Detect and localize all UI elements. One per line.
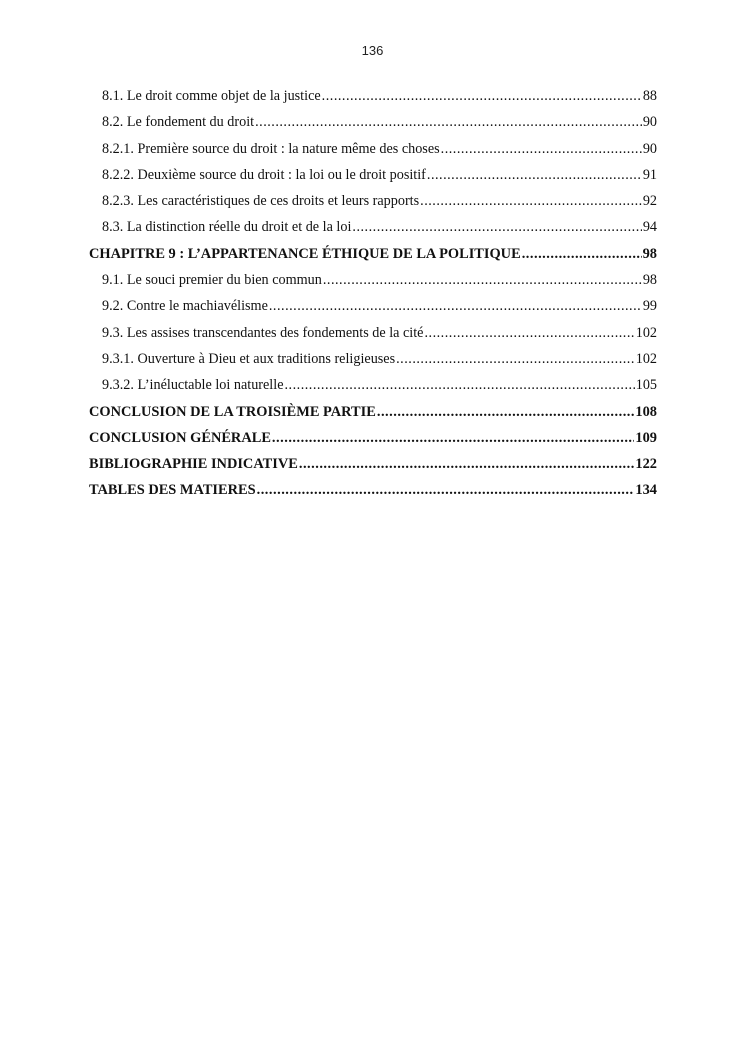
toc-entry-title: TABLES DES MATIERES — [89, 482, 256, 499]
dot-leader — [323, 267, 642, 293]
dot-leader — [257, 477, 635, 503]
page-number: 136 — [361, 43, 384, 58]
toc-entry[interactable] — [89, 214, 657, 240]
toc-entry-page: 91 — [642, 166, 657, 183]
dot-leader — [255, 109, 642, 135]
toc-entry-page: 90 — [642, 140, 657, 157]
toc-entry-page: 92 — [642, 193, 657, 210]
dot-leader — [420, 188, 642, 214]
toc-entry[interactable] — [89, 83, 657, 109]
toc-entry-page: 134 — [635, 482, 657, 499]
toc-chapter-entry[interactable] — [89, 241, 657, 267]
toc-entry[interactable] — [89, 293, 657, 319]
dot-leader — [322, 83, 642, 109]
table-of-contents — [89, 83, 657, 504]
dot-leader — [396, 346, 635, 372]
toc-entry-page: 109 — [635, 429, 657, 446]
toc-entry-title: 9.3. Les assises transcendantes des fondements de la cité — [102, 324, 424, 341]
toc-entry-title: 8.1. Le droit comme objet de la justice — [102, 88, 321, 104]
toc-entry-title: 8.3. La distinction réelle du droit et de la loi — [102, 219, 352, 236]
toc-entry[interactable] — [89, 346, 657, 372]
toc-entry-page: 102 — [635, 324, 657, 341]
toc-entry[interactable] — [89, 188, 657, 214]
toc-entry-page: 94 — [642, 219, 657, 236]
toc-chapter-entry[interactable] — [89, 399, 657, 425]
toc-entry-page: 90 — [642, 114, 657, 131]
toc-entry-page: 99 — [642, 298, 657, 315]
dot-leader — [424, 320, 634, 346]
toc-entry[interactable] — [89, 162, 657, 188]
toc-entry-title: 8.2. Le fondement du droit — [102, 114, 255, 131]
dot-leader — [269, 293, 642, 319]
toc-chapter-entry[interactable] — [89, 451, 657, 477]
toc-entry[interactable] — [89, 267, 657, 293]
dot-leader — [299, 451, 635, 477]
dot-leader — [441, 136, 642, 162]
toc-chapter-entry[interactable] — [89, 425, 657, 451]
toc-entry-page: 98 — [642, 272, 657, 289]
toc-entry[interactable] — [89, 320, 657, 346]
dot-leader — [272, 425, 634, 451]
toc-entry-title: 9.3.1. Ouverture à Dieu et aux traditions religieuses — [102, 350, 396, 367]
toc-entry-title: 9.3.2. L’inéluctable loi naturelle — [102, 377, 284, 394]
toc-entry-page: 88 — [642, 88, 657, 104]
toc-entry-title: 8.2.2. Deuxième source du droit : la loi ou le droit positif — [102, 166, 426, 183]
toc-entry-title: 9.2. Contre le machiavélisme — [102, 298, 268, 315]
toc-entry[interactable] — [89, 372, 657, 398]
toc-entry-title: 8.2.1. Première source du droit : la nature même des choses — [102, 140, 440, 157]
toc-entry-title: 8.2.3. Les caractéristiques de ces droits et leurs rapports — [102, 193, 420, 210]
toc-entry-title: CHAPITRE 9 : L’APPARTENANCE ÉTHIQUE DE LA POLITIQUE — [89, 245, 521, 262]
toc-entry-title: CONCLUSION GÉNÉRALE — [89, 429, 271, 446]
toc-entry-title: CONCLUSION DE LA TROISIÈME PARTIE — [89, 403, 376, 420]
toc-entry-page: 105 — [635, 377, 657, 394]
toc-entry-title: 9.1. Le souci premier du bien commun — [102, 272, 322, 289]
dot-leader — [285, 372, 635, 398]
toc-entry-page: 122 — [635, 456, 657, 473]
toc-entry-page: 108 — [635, 403, 657, 420]
toc-entry[interactable] — [89, 109, 657, 135]
toc-entry[interactable] — [89, 136, 657, 162]
toc-entry-title: BIBLIOGRAPHIE INDICATIVE — [89, 456, 298, 473]
toc-chapter-entry[interactable] — [89, 477, 657, 503]
dot-leader — [427, 162, 642, 188]
dot-leader — [522, 241, 642, 267]
dot-leader — [377, 399, 635, 425]
dot-leader — [352, 214, 641, 240]
toc-entry-page: 102 — [635, 350, 657, 367]
toc-entry-page: 98 — [642, 245, 657, 262]
